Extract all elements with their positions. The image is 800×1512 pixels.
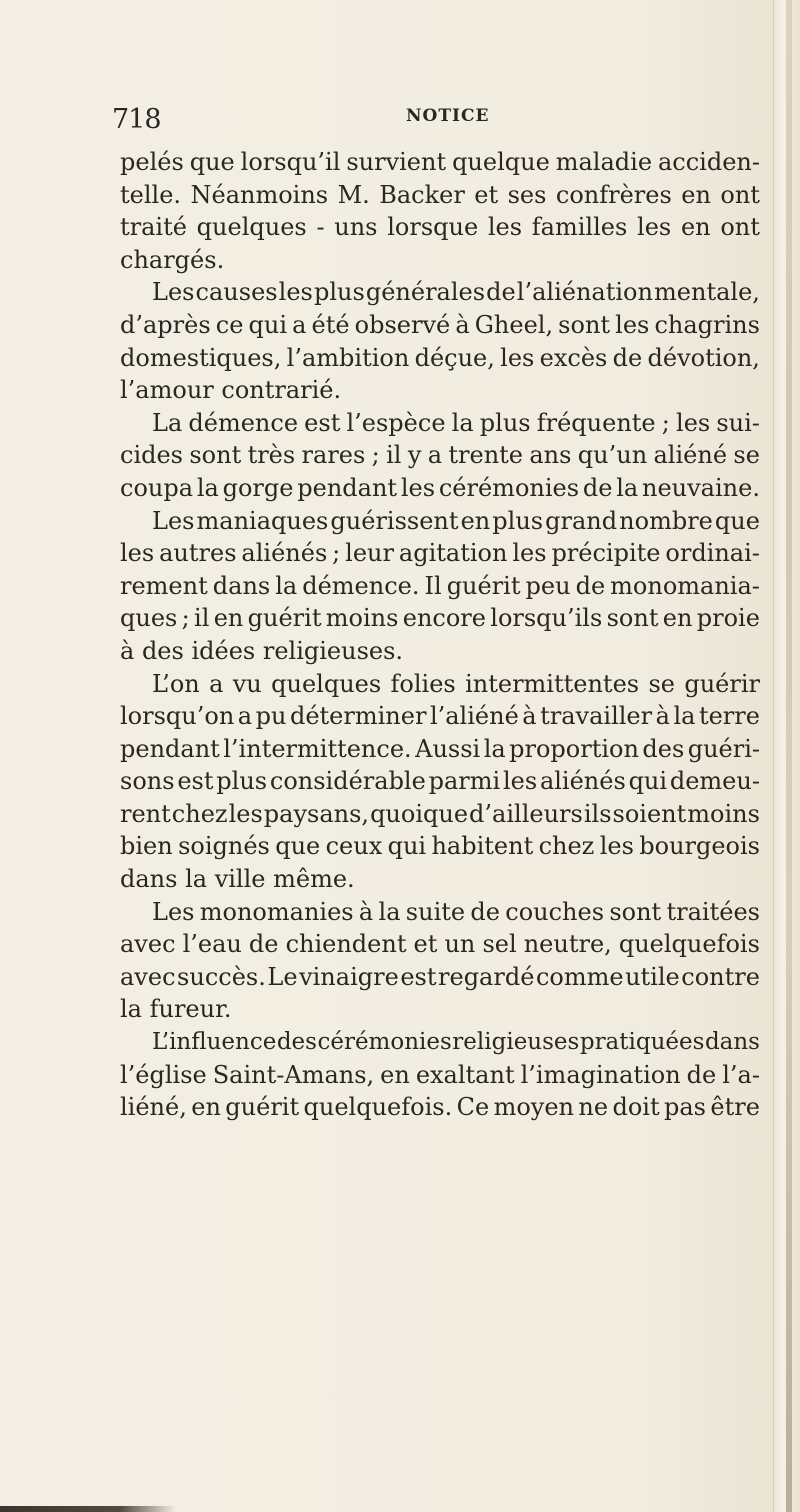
text-line: coupa la gorge pendant les cérémonies de la neuvaine.	[120, 473, 760, 502]
text-line: Les causes les plus générales de l’aliénation mentale,	[152, 278, 760, 307]
page-number: 718	[112, 104, 161, 135]
text-line: avec l’eau de chiendent et un sel neutre, quelquefois	[120, 930, 760, 959]
text-line: à des idées religieuses.	[120, 636, 404, 665]
text-line: chargés.	[120, 245, 225, 274]
text-line: bien soignés que ceux qui habitent chez les bourgeois	[120, 832, 760, 861]
bottom-edge-shadow	[0, 1506, 800, 1512]
text-line: lorsqu’on a pu déterminer l’aliéné à travailler à la terre	[120, 702, 760, 731]
binding-shadow	[786, 0, 792, 1512]
running-head: NOTICE	[406, 106, 490, 126]
text-line: Les maniaques guérissent en plus grand nombre que	[152, 506, 760, 535]
text-line: d’après ce qui a été observé à Gheel, sont les chagrins	[120, 310, 760, 339]
text-line: pendant l’intermittence. Aussi la proportion des guéri-	[120, 734, 760, 763]
text-line: avec succès. Le vinaigre est regardé comme utile contre	[120, 962, 760, 991]
text-line: la fureur.	[120, 995, 232, 1024]
page-header	[112, 104, 752, 144]
text-line: Les monomanies à la suite de couches sont traitées	[152, 897, 760, 926]
text-line: La démence est l’espèce la plus fréquente ; les sui-	[152, 408, 760, 437]
text-line: L’on a vu quelques folies intermittentes se guérir	[152, 669, 760, 698]
text-line: l’amour contrarié.	[120, 376, 342, 405]
text-line: L’influence des cérémonies religieuses pratiquées dans	[152, 1029, 760, 1056]
text-line: traité quelques - uns lorsque les familles les en ont	[120, 213, 760, 242]
text-line: cides sont très rares ; il y a trente ans qu’un aliéné se	[120, 441, 760, 470]
text-line: les autres aliénés ; leur agitation les précipite ordinai-	[120, 539, 760, 568]
text-line: rement dans la démence. Il guérit peu de monomania-	[120, 571, 760, 600]
text-line: telle. Néanmoins M. Backer et ses confrères en ont	[120, 180, 760, 209]
text-line: liéné, en guérit quelquefois. Ce moyen ne doit pas être	[120, 1093, 760, 1122]
text-line: rent chez les paysans, quoique d’ailleurs ils soient moins	[120, 799, 760, 828]
text-line: l’église Saint-Amans, en exaltant l’imagination de l’a-	[120, 1060, 760, 1089]
text-line: domestiques, l’ambition déçue, les excès de dévotion,	[120, 343, 760, 372]
text-line: sons est plus considérable parmi les aliénés qui demeu-	[120, 767, 760, 796]
body-text	[120, 146, 760, 1124]
text-line: pelés que lorsqu’il survient quelque maladie acciden-	[120, 148, 760, 176]
text-line: ques ; il en guérit moins encore lorsqu’ils sont en proie	[120, 604, 760, 633]
text-line: dans la ville même.	[120, 865, 355, 894]
